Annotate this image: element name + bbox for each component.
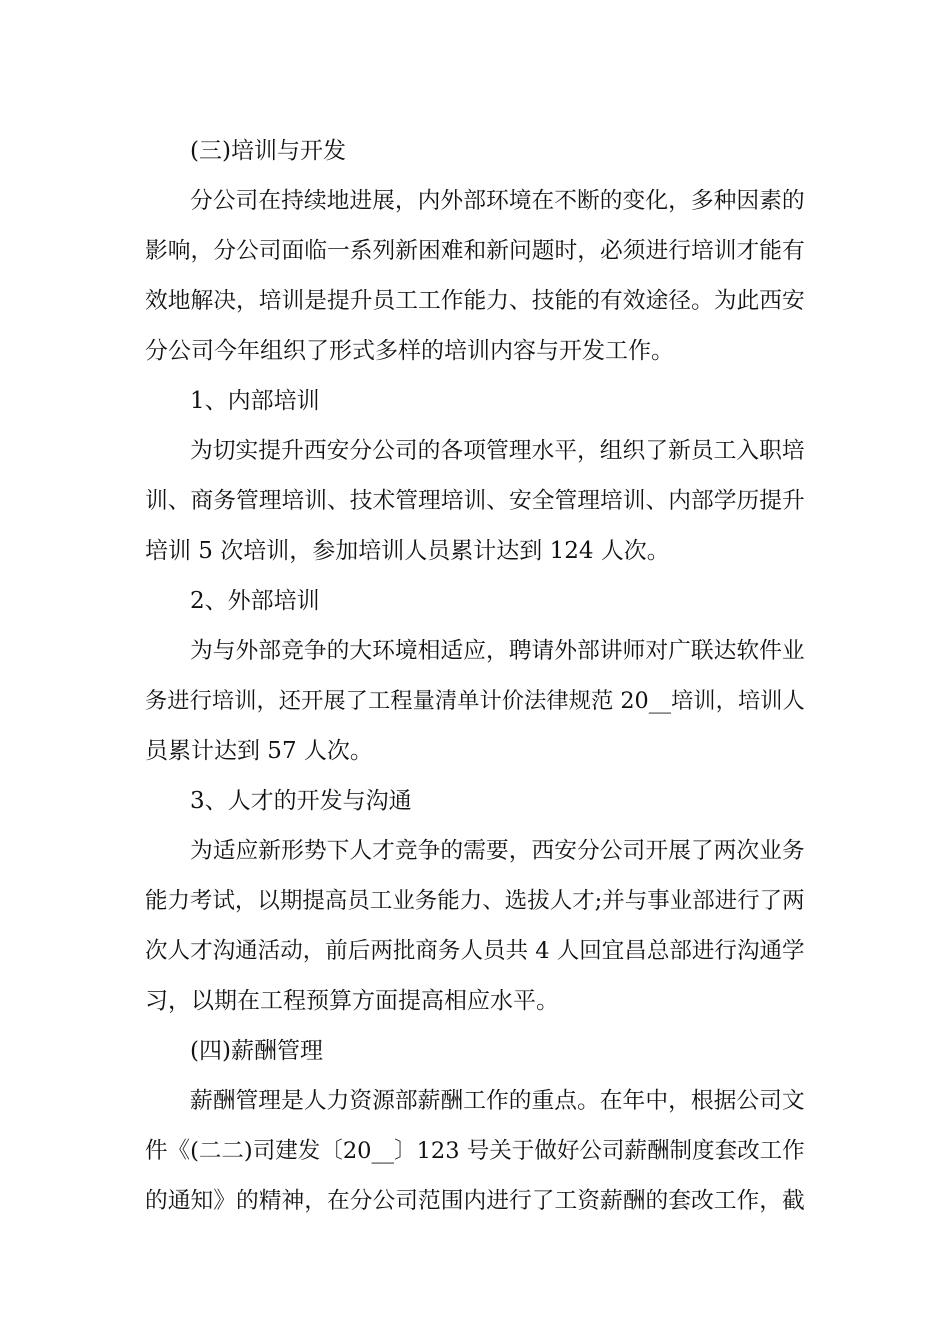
paragraph-line: 习，以期在工程预算方面提高相应水平。 <box>145 988 559 1014</box>
paragraph-line: 能力考试，以期提高员工业务能力、选拔人才;并与事业部进行了两 <box>145 888 805 914</box>
section-heading-training: (三)培训与开发 <box>190 138 346 164</box>
paragraph-line: 员累计达到 57 人次。 <box>145 738 373 764</box>
paragraph-line: 效地解决，培训是提升员工工作能力、技能的有效途径。为此西安 <box>145 288 805 314</box>
section-heading-compensation: (四)薪酬管理 <box>190 1038 323 1064</box>
subheading-external-training: 2、外部培训 <box>190 588 320 614</box>
paragraph-line: 为与外部竞争的大环境相适应，聘请外部讲师对广联达软件业 <box>190 638 805 664</box>
subheading-internal-training: 1、内部培训 <box>190 388 320 414</box>
paragraph-line: 为切实提升西安分公司的各项管理水平，组织了新员工入职培 <box>190 438 805 464</box>
paragraph-line: 培训 5 次培训，参加培训人员累计达到 124 人次。 <box>145 538 670 564</box>
paragraph-line: 影响，分公司面临一系列新困难和新问题时，必须进行培训才能有 <box>145 238 805 264</box>
paragraph-line: 分公司在持续地进展，内外部环境在不断的变化，多种因素的 <box>190 188 805 214</box>
paragraph-line: 分公司今年组织了形式多样的培训内容与开发工作。 <box>145 338 674 364</box>
subheading-talent-development: 3、人才的开发与沟通 <box>190 788 412 814</box>
paragraph-line: 次人才沟通活动，前后两批商务人员共 4 人回宜昌总部进行沟通学 <box>145 938 805 964</box>
paragraph-line: 薪酬管理是人力资源部薪酬工作的重点。在年中，根据公司文 <box>190 1088 805 1114</box>
paragraph-line: 务进行培训，还开展了工程量清单计价法律规范 20__培训，培训人 <box>145 688 805 714</box>
paragraph-line: 为适应新形势下人才竞争的需要，西安分公司开展了两次业务 <box>190 838 805 864</box>
paragraph-line: 训、商务管理培训、技术管理培训、安全管理培训、内部学历提升 <box>145 488 805 514</box>
paragraph-line: 件《(二二)司建发〔20__〕123 号关于做好公司薪酬制度套改工作 <box>145 1138 805 1164</box>
paragraph-line: 的通知》的精神，在分公司范围内进行了工资薪酬的套改工作，截 <box>145 1188 805 1214</box>
